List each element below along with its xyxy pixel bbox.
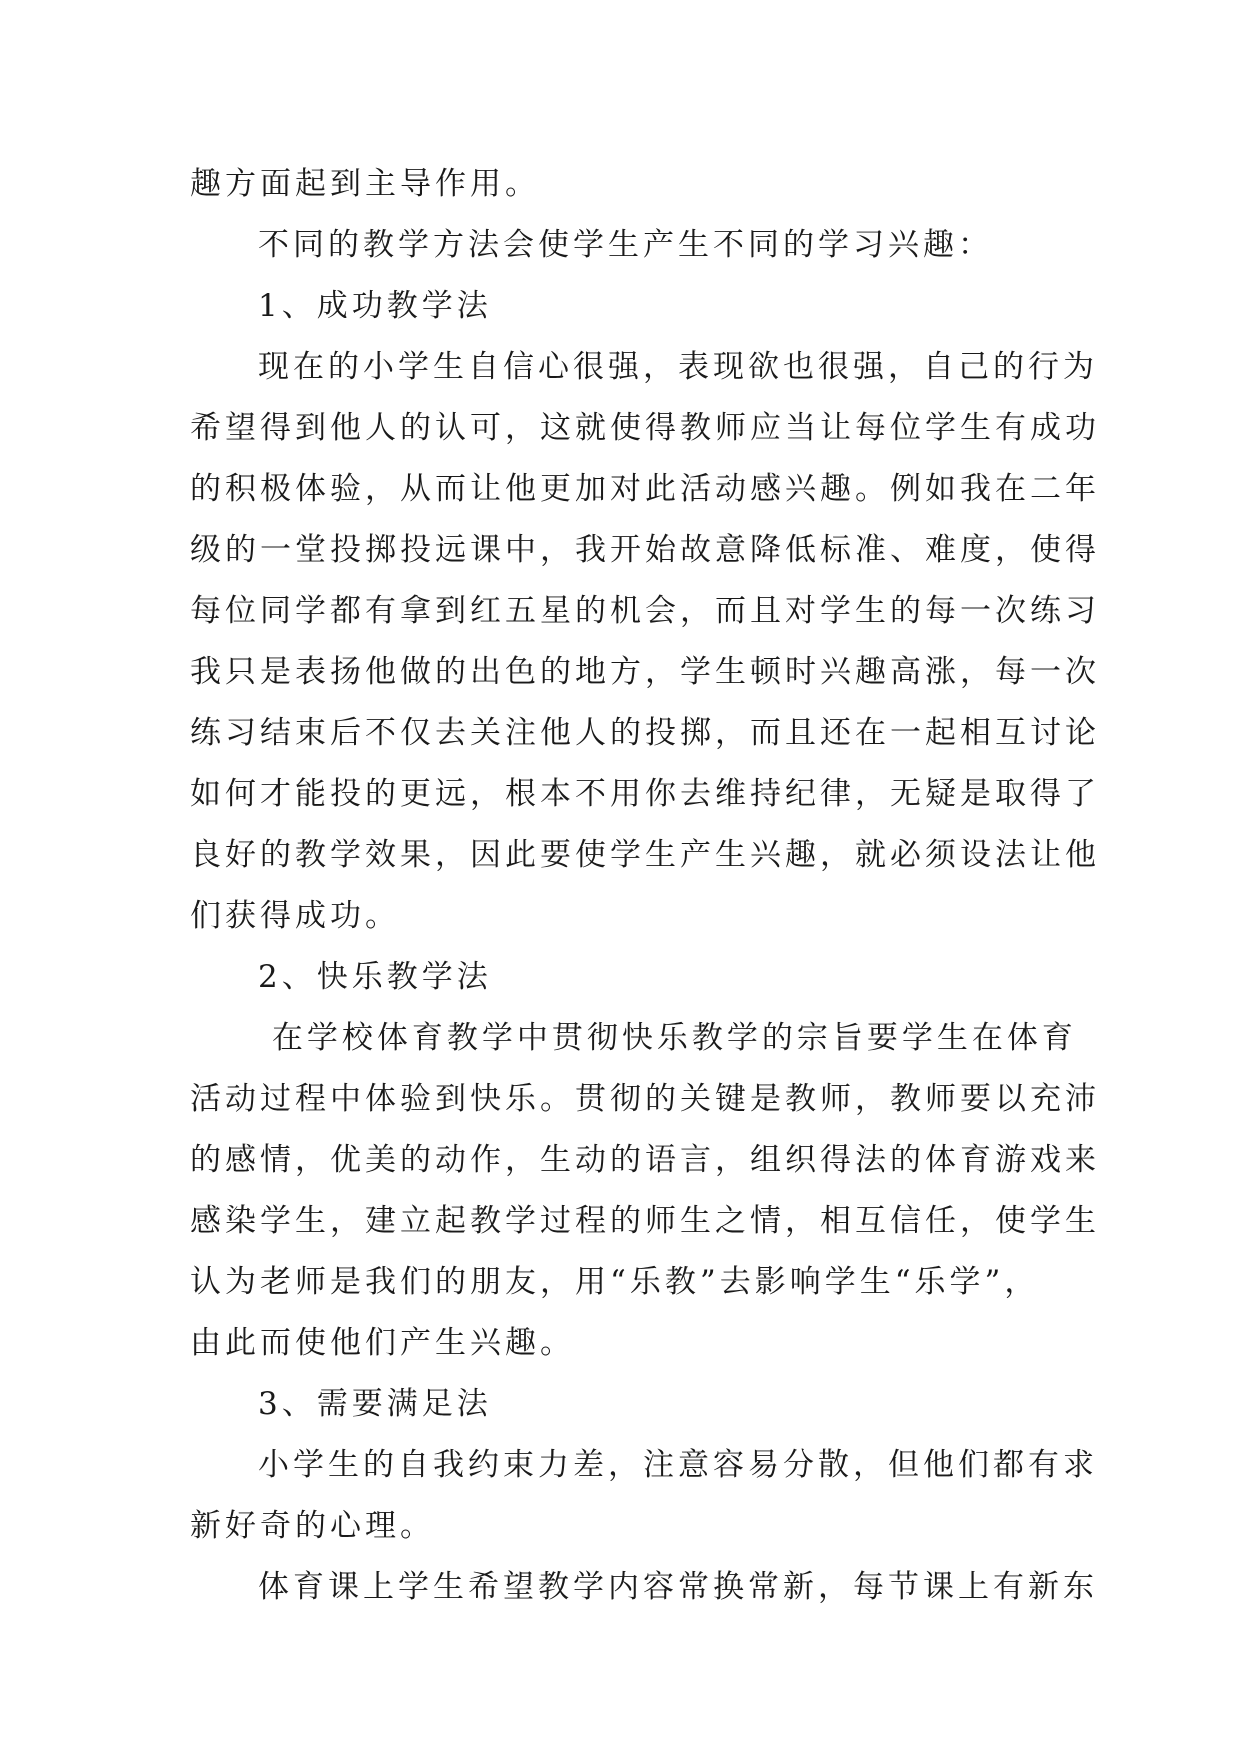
- section-heading: 2、快乐教学法: [258, 959, 492, 995]
- text-line: 感染学生，建立起教学过程的师生之情，相互信任，使学生: [190, 1203, 1100, 1239]
- text-line: 练习结束后不仅去关注他人的投掷，而且还在一起相互讨论: [190, 715, 1100, 751]
- text-line: 希望得到他人的认可，这就使得教师应当让每位学生有成功: [190, 410, 1100, 446]
- text-line: 现在的小学生自信心很强，表现欲也很强，自己的行为: [258, 349, 1098, 385]
- text-line: 趣方面起到主导作用。: [190, 166, 540, 202]
- text-line: 认为老师是我们的朋友，用“乐教”去影响学生“乐学”，: [190, 1264, 1040, 1300]
- text-line: 的感情，优美的动作，生动的语言，组织得法的体育游戏来: [190, 1142, 1100, 1178]
- text-line: 每位同学都有拿到红五星的机会，而且对学生的每一次练习: [190, 593, 1100, 629]
- text-line: 由此而使他们产生兴趣。: [190, 1325, 575, 1361]
- text-line: 如何才能投的更远，根本不用你去维持纪律，无疑是取得了: [190, 776, 1100, 812]
- text-line: 级的一堂投掷投远课中，我开始故意降低标准、难度，使得: [190, 532, 1100, 568]
- text-line: 小学生的自我约束力差，注意容易分散，但他们都有求: [258, 1447, 1098, 1483]
- document-page: [190, 154, 1100, 1618]
- text-line: 的积极体验，从而让他更加对此活动感兴趣。例如我在二年: [190, 471, 1100, 507]
- text-line: 们获得成功。: [190, 898, 400, 934]
- text-line: 不同的教学方法会使学生产生不同的学习兴趣：: [258, 227, 993, 263]
- section-heading: 3、需要满足法: [258, 1386, 492, 1422]
- section-heading: 1、成功教学法: [258, 288, 492, 324]
- text-line: 在学校体育教学中贯彻快乐教学的宗旨要学生在体育: [258, 1020, 1077, 1056]
- text-line: 我只是表扬他做的出色的地方，学生顿时兴趣高涨，每一次: [190, 654, 1100, 690]
- text-line: 体育课上学生希望教学内容常换常新，每节课上有新东: [258, 1569, 1098, 1605]
- text-line: 活动过程中体验到快乐。贯彻的关键是教师，教师要以充沛: [190, 1081, 1100, 1117]
- text-line: 良好的教学效果，因此要使学生产生兴趣，就必须设法让他: [190, 837, 1100, 873]
- text-line: 新好奇的心理。: [190, 1508, 435, 1544]
